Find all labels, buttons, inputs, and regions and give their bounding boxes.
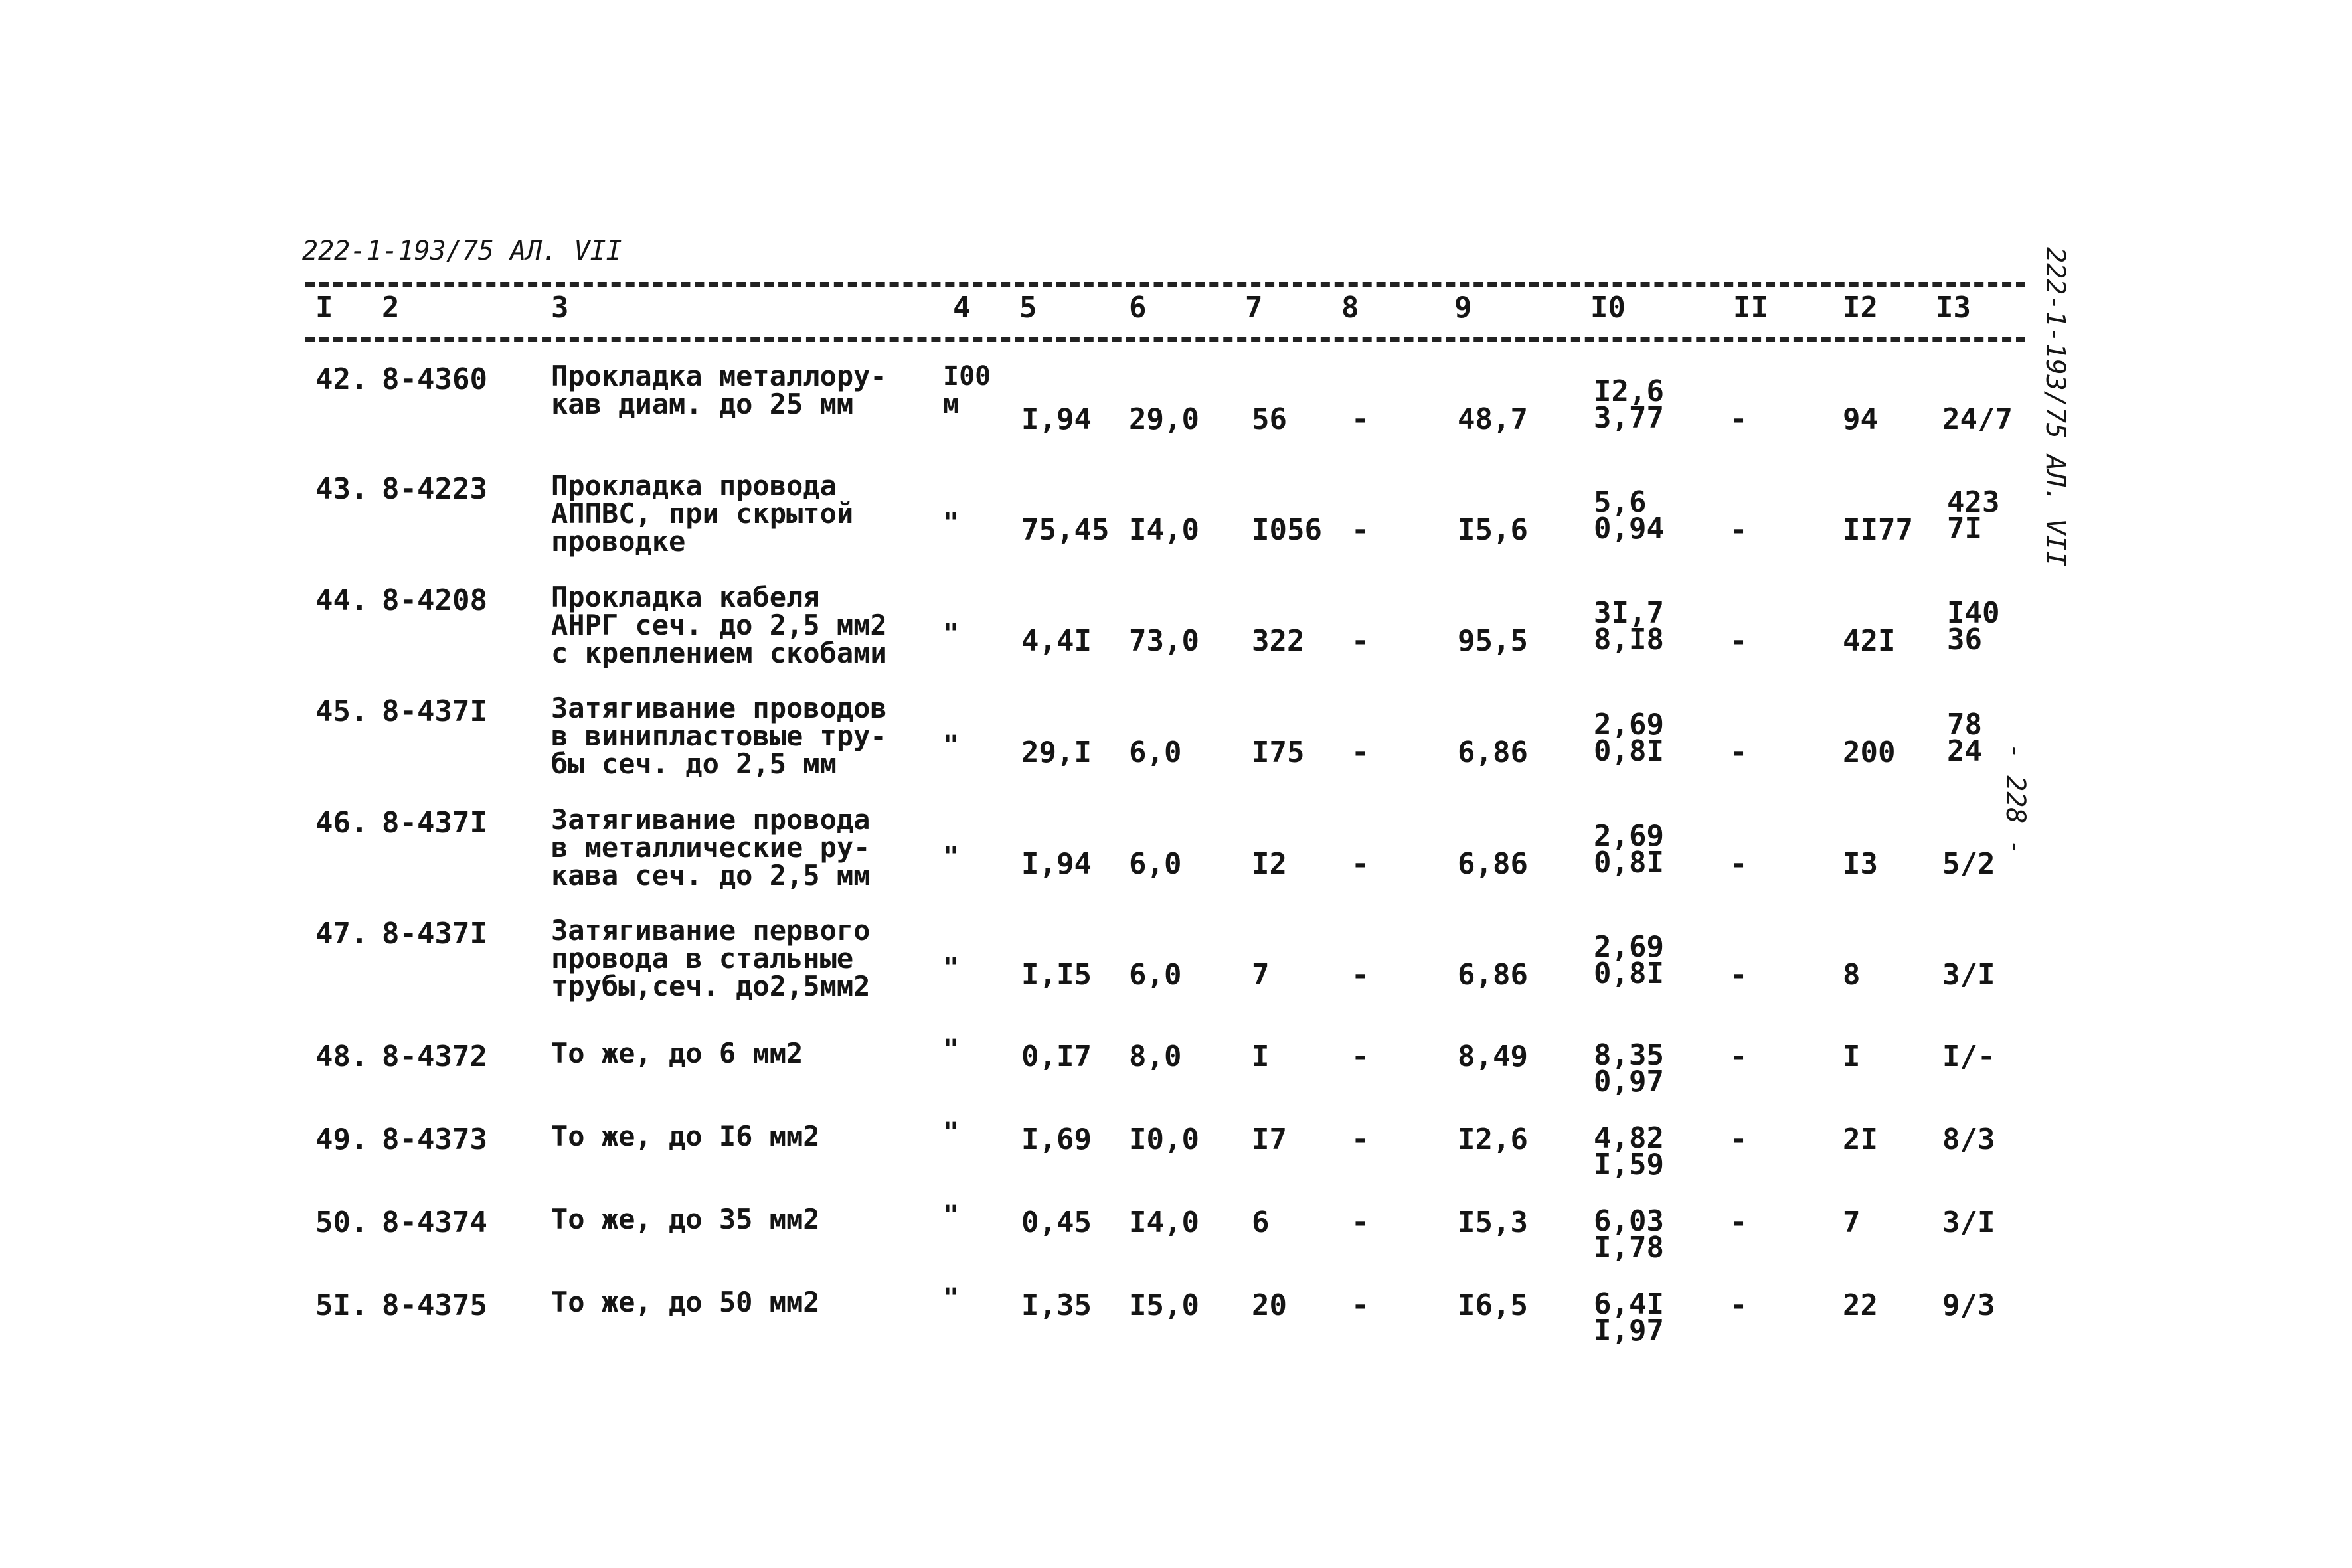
row-col13-top: 78 — [1947, 708, 1982, 742]
row-col13: 9/3 — [1942, 1289, 1995, 1322]
row-col10-bottom: 8,I8 — [1594, 623, 1664, 657]
column-header-5: 5 — [1019, 291, 1037, 325]
row-number: 44. — [315, 584, 369, 617]
row-code: 8-4375 — [382, 1289, 487, 1322]
row-col10-top: 2,69 — [1594, 708, 1664, 742]
row-description: Затягивание проводов в винипластовые тру- бы сеч. до 2,5 мм — [551, 692, 887, 780]
row-description: Затягивание первого провода в стальные трубы,сеч. до2,5мм2 — [551, 914, 871, 1002]
row-col13: I/- — [1942, 1040, 1995, 1073]
row-unit: " — [943, 1200, 960, 1231]
row-col12: I — [1843, 1040, 1861, 1073]
row-col13: 5/2 — [1942, 847, 1995, 881]
row-col7: 56 — [1252, 402, 1287, 436]
row-col10-bottom: 0,94 — [1594, 512, 1664, 546]
row-col11: - — [1730, 736, 1748, 769]
row-col12: 2I — [1843, 1123, 1878, 1156]
row-col6: 6,0 — [1129, 958, 1182, 992]
row-col8: - — [1351, 736, 1369, 769]
row-col11: - — [1730, 1206, 1748, 1239]
row-description: Прокладка металлору- кав диам. до 25 мм — [551, 360, 887, 420]
row-col11: - — [1730, 958, 1748, 992]
row-col11: - — [1730, 624, 1748, 658]
row-code: 8-437I — [382, 917, 487, 951]
row-code: 8-4360 — [382, 362, 487, 396]
row-col8: - — [1351, 1123, 1369, 1156]
row-code: 8-4372 — [382, 1040, 487, 1073]
row-description: То же, до I6 мм2 — [551, 1120, 820, 1152]
row-col11: - — [1730, 513, 1748, 547]
row-unit: " — [943, 953, 960, 983]
column-header-2: 2 — [382, 291, 400, 325]
row-col10-bottom: I,78 — [1594, 1231, 1664, 1265]
row-col8: - — [1351, 847, 1369, 881]
page-number: - 228 - — [2000, 744, 2031, 856]
row-col7: 20 — [1252, 1289, 1287, 1322]
row-code: 8-437I — [382, 806, 487, 840]
row-col13-top: 423 — [1947, 485, 2000, 519]
row-col10-top: 6,4I — [1594, 1287, 1664, 1321]
row-col12: 7 — [1843, 1206, 1861, 1239]
row-col10-bottom: I,97 — [1594, 1314, 1664, 1348]
row-col11: - — [1730, 1289, 1748, 1322]
column-header-7: 7 — [1245, 291, 1263, 325]
row-col12: II77 — [1843, 513, 1913, 547]
row-col6: 6,0 — [1129, 847, 1182, 881]
row-col12: I3 — [1843, 847, 1878, 881]
row-col7: 7 — [1252, 958, 1270, 992]
row-col10-top: 5,6 — [1594, 485, 1647, 519]
row-col9: I5,6 — [1458, 513, 1528, 547]
row-unit: " — [943, 619, 960, 649]
row-number: 50. — [315, 1206, 369, 1239]
row-col6: 73,0 — [1129, 624, 1199, 658]
row-col13: 8/3 — [1942, 1123, 1995, 1156]
row-number: 47. — [315, 917, 369, 951]
row-col9: 8,49 — [1458, 1040, 1528, 1073]
row-description: То же, до 6 мм2 — [551, 1037, 803, 1069]
row-col5: 0,I7 — [1021, 1040, 1092, 1073]
row-code: 8-4208 — [382, 584, 487, 617]
row-col7: I — [1252, 1040, 1270, 1073]
row-col8: - — [1351, 1040, 1369, 1073]
row-col8: - — [1351, 402, 1369, 436]
column-header-12: I2 — [1843, 291, 1878, 325]
row-unit: " — [943, 1117, 960, 1148]
row-col9: I2,6 — [1458, 1123, 1528, 1156]
row-unit: " — [943, 842, 960, 872]
row-col10-bottom: 0,8I — [1594, 734, 1664, 768]
column-header-8: 8 — [1341, 291, 1359, 325]
row-col12: 42I — [1843, 624, 1896, 658]
row-description: То же, до 35 мм2 — [551, 1203, 820, 1235]
row-col8: - — [1351, 624, 1369, 658]
row-description: То же, до 50 мм2 — [551, 1286, 820, 1318]
row-number: 42. — [315, 362, 369, 396]
row-code: 8-4374 — [382, 1206, 487, 1239]
row-col10-top: 8,35 — [1594, 1038, 1664, 1072]
row-number: 45. — [315, 694, 369, 728]
row-col10-top: I2,6 — [1594, 374, 1664, 408]
row-col10-bottom: I,59 — [1594, 1148, 1664, 1182]
row-col13: 3/I — [1942, 958, 1995, 992]
row-col9: 6,86 — [1458, 958, 1528, 992]
column-header-9: 9 — [1454, 291, 1472, 325]
row-col11: - — [1730, 402, 1748, 436]
row-col5: I,94 — [1021, 402, 1092, 436]
row-col9: 95,5 — [1458, 624, 1528, 658]
side-document-code: 222-1-193/75 АЛ. VII — [2040, 247, 2070, 567]
row-col9: 48,7 — [1458, 402, 1528, 436]
row-code: 8-437I — [382, 694, 487, 728]
row-col9: 6,86 — [1458, 847, 1528, 881]
row-col10-top: 4,82 — [1594, 1121, 1664, 1155]
row-col6: 8,0 — [1129, 1040, 1182, 1073]
row-col9: I5,3 — [1458, 1206, 1528, 1239]
row-col6: I4,0 — [1129, 513, 1199, 547]
header-bottom-rule — [305, 337, 2025, 342]
row-col7: I75 — [1252, 736, 1305, 769]
row-col10-top: 3I,7 — [1594, 596, 1664, 630]
row-col11: - — [1730, 1040, 1748, 1073]
row-description: Прокладка кабеля АНРГ сеч. до 2,5 мм2 с креплением скобами — [551, 581, 887, 669]
row-number: 49. — [315, 1123, 369, 1156]
row-col7: I2 — [1252, 847, 1287, 881]
row-col5: 29,I — [1021, 736, 1092, 769]
column-header-13: I3 — [1936, 291, 1971, 325]
row-code: 8-4373 — [382, 1123, 487, 1156]
row-unit: " — [943, 1034, 960, 1065]
row-number: 46. — [315, 806, 369, 840]
column-header-4: 4 — [953, 291, 971, 325]
row-col12: 94 — [1843, 402, 1878, 436]
row-unit: I00 м — [943, 361, 991, 420]
row-col9: I6,5 — [1458, 1289, 1528, 1322]
document-code-header: 222-1-193/75 АЛ. VII — [302, 236, 622, 266]
row-unit: " — [943, 730, 960, 761]
row-col11: - — [1730, 1123, 1748, 1156]
row-col13-bottom: 24 — [1947, 734, 1982, 768]
column-header-10: I0 — [1590, 291, 1626, 325]
row-number: 5I. — [315, 1289, 369, 1322]
column-header-3: 3 — [551, 291, 569, 325]
row-col13-bottom: 7I — [1947, 512, 1982, 546]
row-col5: I,69 — [1021, 1123, 1092, 1156]
column-header-1: I — [315, 291, 333, 325]
row-col12: 200 — [1843, 736, 1896, 769]
row-col6: I4,0 — [1129, 1206, 1199, 1239]
row-col13: 24/7 — [1942, 402, 2013, 436]
row-description: Затягивание провода в металлические ру- кава сеч. до 2,5 мм — [551, 803, 871, 892]
row-col8: - — [1351, 958, 1369, 992]
row-col10-top: 2,69 — [1594, 819, 1664, 853]
row-col12: 22 — [1843, 1289, 1878, 1322]
column-header-11: II — [1733, 291, 1768, 325]
row-col5: 4,4I — [1021, 624, 1092, 658]
row-col5: 75,45 — [1021, 513, 1110, 547]
row-number: 48. — [315, 1040, 369, 1073]
row-col8: - — [1351, 1206, 1369, 1239]
row-col13-bottom: 36 — [1947, 623, 1982, 657]
row-number: 43. — [315, 472, 369, 506]
row-col10-bottom: 0,97 — [1594, 1065, 1664, 1099]
row-col13-top: I40 — [1947, 596, 2000, 630]
row-col12: 8 — [1843, 958, 1861, 992]
row-unit: " — [943, 508, 960, 538]
row-description: Прокладка провода АППВС, при скрытой проводке — [551, 469, 854, 558]
row-col11: - — [1730, 847, 1748, 881]
row-col7: 6 — [1252, 1206, 1270, 1239]
row-col10-bottom: 0,8I — [1594, 846, 1664, 880]
row-col10-bottom: 0,8I — [1594, 957, 1664, 990]
row-col5: I,I5 — [1021, 958, 1092, 992]
row-col10-top: 6,03 — [1594, 1204, 1664, 1238]
row-col7: 322 — [1252, 624, 1305, 658]
row-code: 8-4223 — [382, 472, 487, 506]
row-col10-top: 2,69 — [1594, 930, 1664, 964]
column-header-6: 6 — [1129, 291, 1147, 325]
row-col5: I,35 — [1021, 1289, 1092, 1322]
row-col8: - — [1351, 513, 1369, 547]
row-col6: I0,0 — [1129, 1123, 1199, 1156]
row-col9: 6,86 — [1458, 736, 1528, 769]
row-col7: I7 — [1252, 1123, 1287, 1156]
row-col5: 0,45 — [1021, 1206, 1092, 1239]
row-unit: " — [943, 1283, 960, 1314]
row-col13: 3/I — [1942, 1206, 1995, 1239]
row-col6: I5,0 — [1129, 1289, 1199, 1322]
header-top-rule — [305, 282, 2025, 287]
row-col6: 6,0 — [1129, 736, 1182, 769]
row-col10-bottom: 3,77 — [1594, 401, 1664, 435]
row-col5: I,94 — [1021, 847, 1092, 881]
row-col6: 29,0 — [1129, 402, 1199, 436]
row-col7: I056 — [1252, 513, 1322, 547]
row-col8: - — [1351, 1289, 1369, 1322]
